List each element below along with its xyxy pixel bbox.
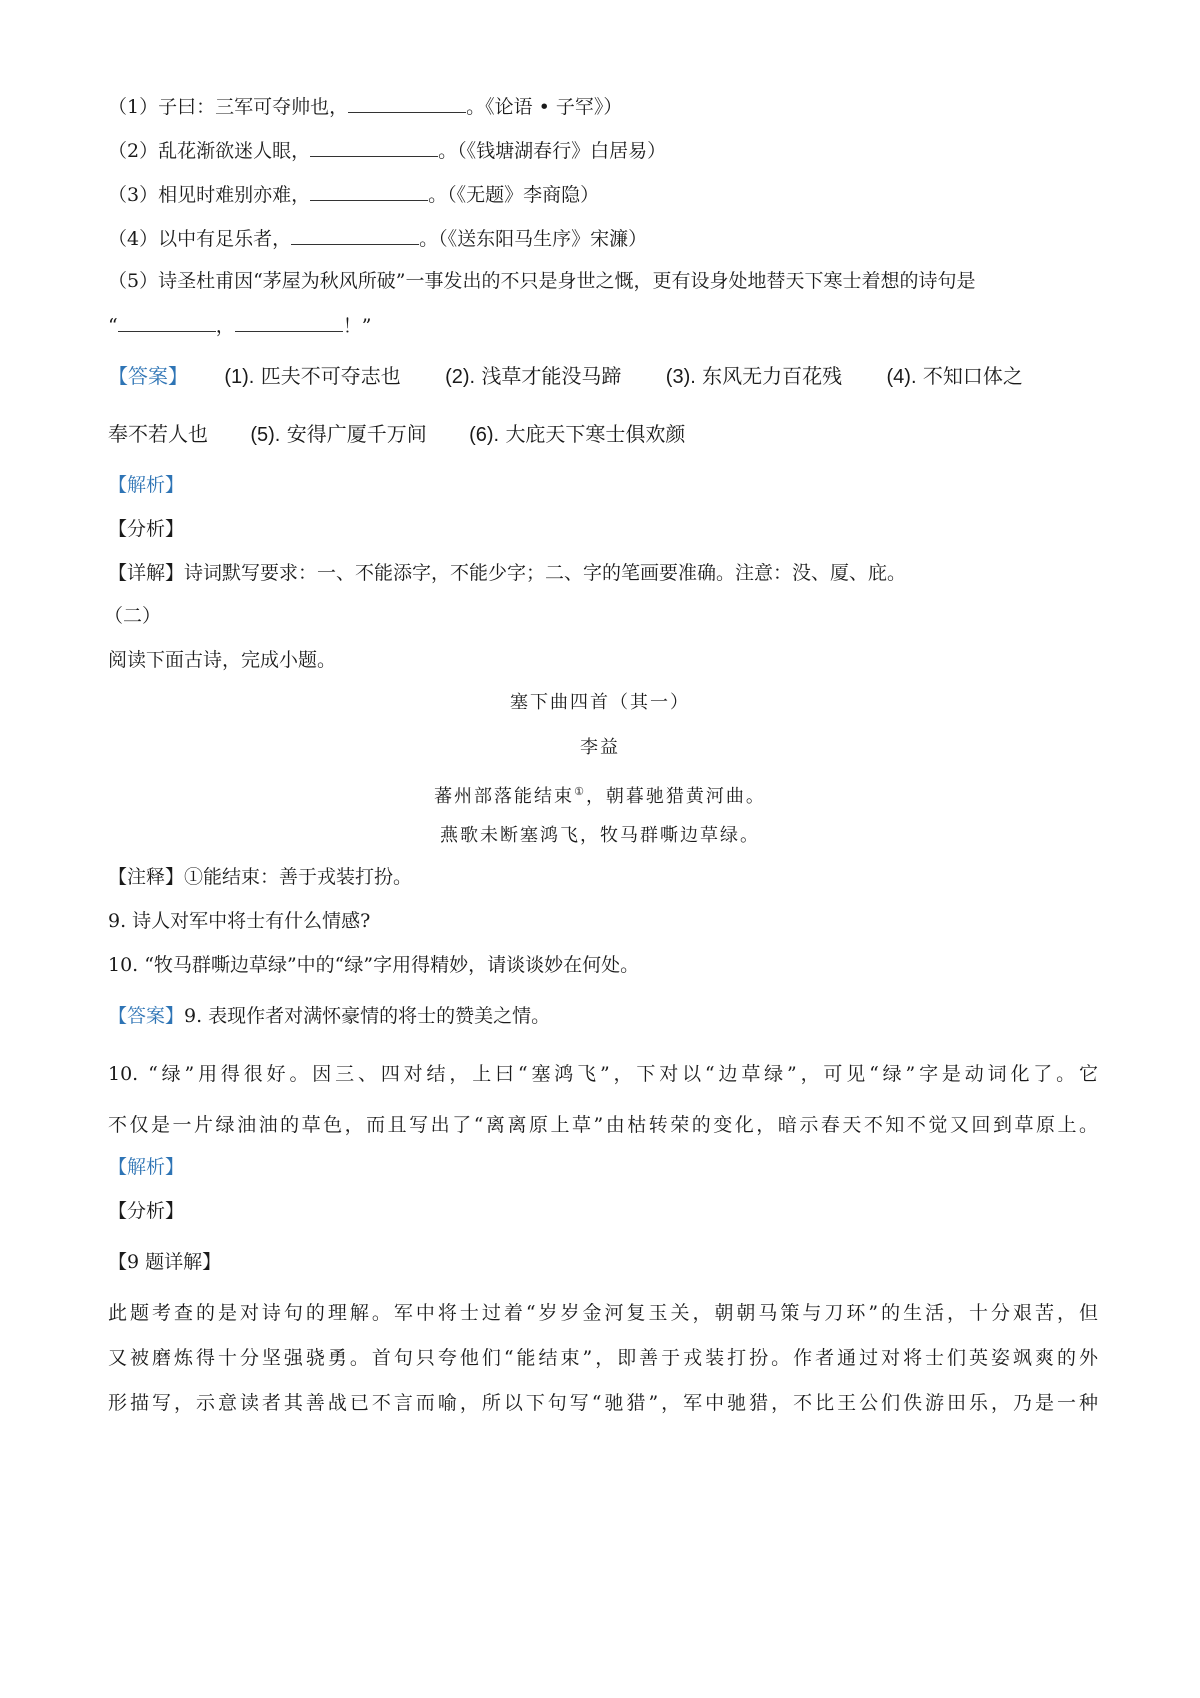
question-line-6 (108, 313, 371, 339)
text: 。（《钱塘湖春行》白居易） (438, 140, 667, 162)
answer-num: (1). (224, 366, 255, 388)
footnote-marker: ① (574, 785, 586, 798)
answer-item (666, 363, 842, 390)
paragraph-line-3: 形描写，示意读者其善战已不言而喻，所以下句写“驰猎”，军中驰猎，不比王公们佚游田乐，乃是一种 (108, 1392, 1098, 1414)
answer-text: 9. 表现作者对满怀豪情的将士的赞美之情。 (184, 1005, 551, 1027)
answer-text: 匹夫不可夺志也 (260, 364, 401, 388)
answer-label: 【答案】 (108, 1005, 185, 1027)
text: ！” (342, 315, 372, 337)
answer-num: (5). (250, 424, 281, 446)
blank (348, 94, 466, 113)
question-line-1 (108, 94, 622, 120)
poem-line-2: 燕歌未断塞鸿飞，牧马群嘶边草绿。 (440, 825, 760, 846)
text: （5）诗圣杜甫因“茅屋为秋风所破”一事发出的不只是身世之慨，更有设身处地替天下寒士着想的诗句是 (108, 270, 976, 292)
blank (310, 182, 428, 201)
answer-num: (6). (469, 424, 500, 446)
answer-text: 大庇天下寒士俱欢颜 (505, 422, 686, 446)
poem-author: 李益 (580, 737, 620, 758)
blank (291, 226, 419, 245)
paragraph-line-2: 又被磨炼得十分坚强骁勇。首句只夸他们“能结束”，即善于戎装打扮。作者通过对将士们英姿飒爽的外 (108, 1347, 1098, 1369)
poem-text: ，朝暮驰猎黄河曲。 (585, 786, 766, 807)
text: 。《论语 • 子罕》） (466, 96, 623, 118)
answer-text: 安得广厦千万间 (286, 422, 427, 446)
blank (235, 313, 343, 332)
poem-line-1 (0, 779, 1200, 810)
xiangjie-text: 【详解】诗词默写要求：一、不能添字，不能少字；二、字的笔画要准确。注意：没、厦、庇。 (108, 562, 907, 584)
note-text: 【注释】①能结束：善于戎装打扮。 (108, 866, 413, 888)
answer-item (445, 363, 621, 390)
answer-9-line (108, 1003, 550, 1029)
text: （4）以中有足乐者， (108, 228, 292, 250)
text: （2）乱花渐欲迷人眼， (108, 140, 311, 162)
answer-10-line-2: 不仅是一片绿油油的草色，而且写出了“离离原上草”由枯转荣的变化，暗示春天不知不觉又回到草原上。 (108, 1114, 1098, 1136)
text: “ (108, 315, 118, 337)
text: ， (215, 315, 235, 337)
text: （1）子曰：三军可夺帅也， (108, 96, 349, 118)
poem-text: 蕃州部落能结束 (434, 786, 575, 807)
paragraph-line-1: 此题考查的是对诗句的理解。军中将士过着“岁岁金河复玉关，朝朝马策与刀环”的生活，十分艰苦，但 (108, 1302, 1098, 1324)
answer-label: 【答案】 (108, 364, 188, 388)
blank (310, 138, 438, 157)
answer-item (224, 363, 400, 390)
question-10: 10. “牧马群嘶边草绿”中的“绿”字用得精妙，请谈谈妙在何处。 (108, 954, 640, 976)
answer-item (469, 421, 685, 448)
text: （3）相见时难别亦难， (108, 184, 311, 206)
answer-text: 东风无力百花残 (702, 364, 843, 388)
answer-text: 不知口体之 (922, 364, 1023, 388)
analysis-label: 【解析】 (108, 1156, 185, 1178)
poem-title: 塞下曲四首（其一） (510, 692, 690, 713)
question-9: 9. 诗人对军中将士有什么情感? (108, 910, 371, 932)
question-line-5 (108, 268, 976, 294)
answer-item (887, 363, 1023, 390)
section-title: （二） (104, 605, 162, 627)
instruction-text: 阅读下面古诗，完成小题。 (108, 649, 337, 671)
answer-text: 奉不若人也 (108, 422, 208, 446)
q9-head: 【9 题详解】 (108, 1251, 222, 1273)
blank (118, 313, 216, 332)
answer-line-2 (108, 421, 685, 448)
answer-num: (4). (886, 366, 917, 388)
answer-item (250, 421, 426, 448)
answer-text: 浅草才能没马蹄 (481, 364, 622, 388)
answer-num: (3). (665, 366, 696, 388)
analysis-label: 【解析】 (108, 474, 185, 496)
answer-10-line-1: 10. “绿”用得很好。因三、四对结，上曰“塞鸿飞”，下对以“边草绿”，可见“绿”字是动词化了。它 (108, 1063, 1098, 1085)
answer-num: (2). (445, 366, 476, 388)
text: 。（《送东阳马生序》宋濂） (419, 228, 648, 250)
question-line-2 (108, 138, 666, 164)
fenxi-label: 【分析】 (108, 1200, 185, 1222)
question-line-3 (108, 182, 599, 208)
text: 。（《无题》李商隐） (428, 184, 600, 206)
question-line-4 (108, 226, 647, 252)
fenxi-label: 【分析】 (108, 518, 185, 540)
answer-line-1 (108, 363, 1023, 390)
